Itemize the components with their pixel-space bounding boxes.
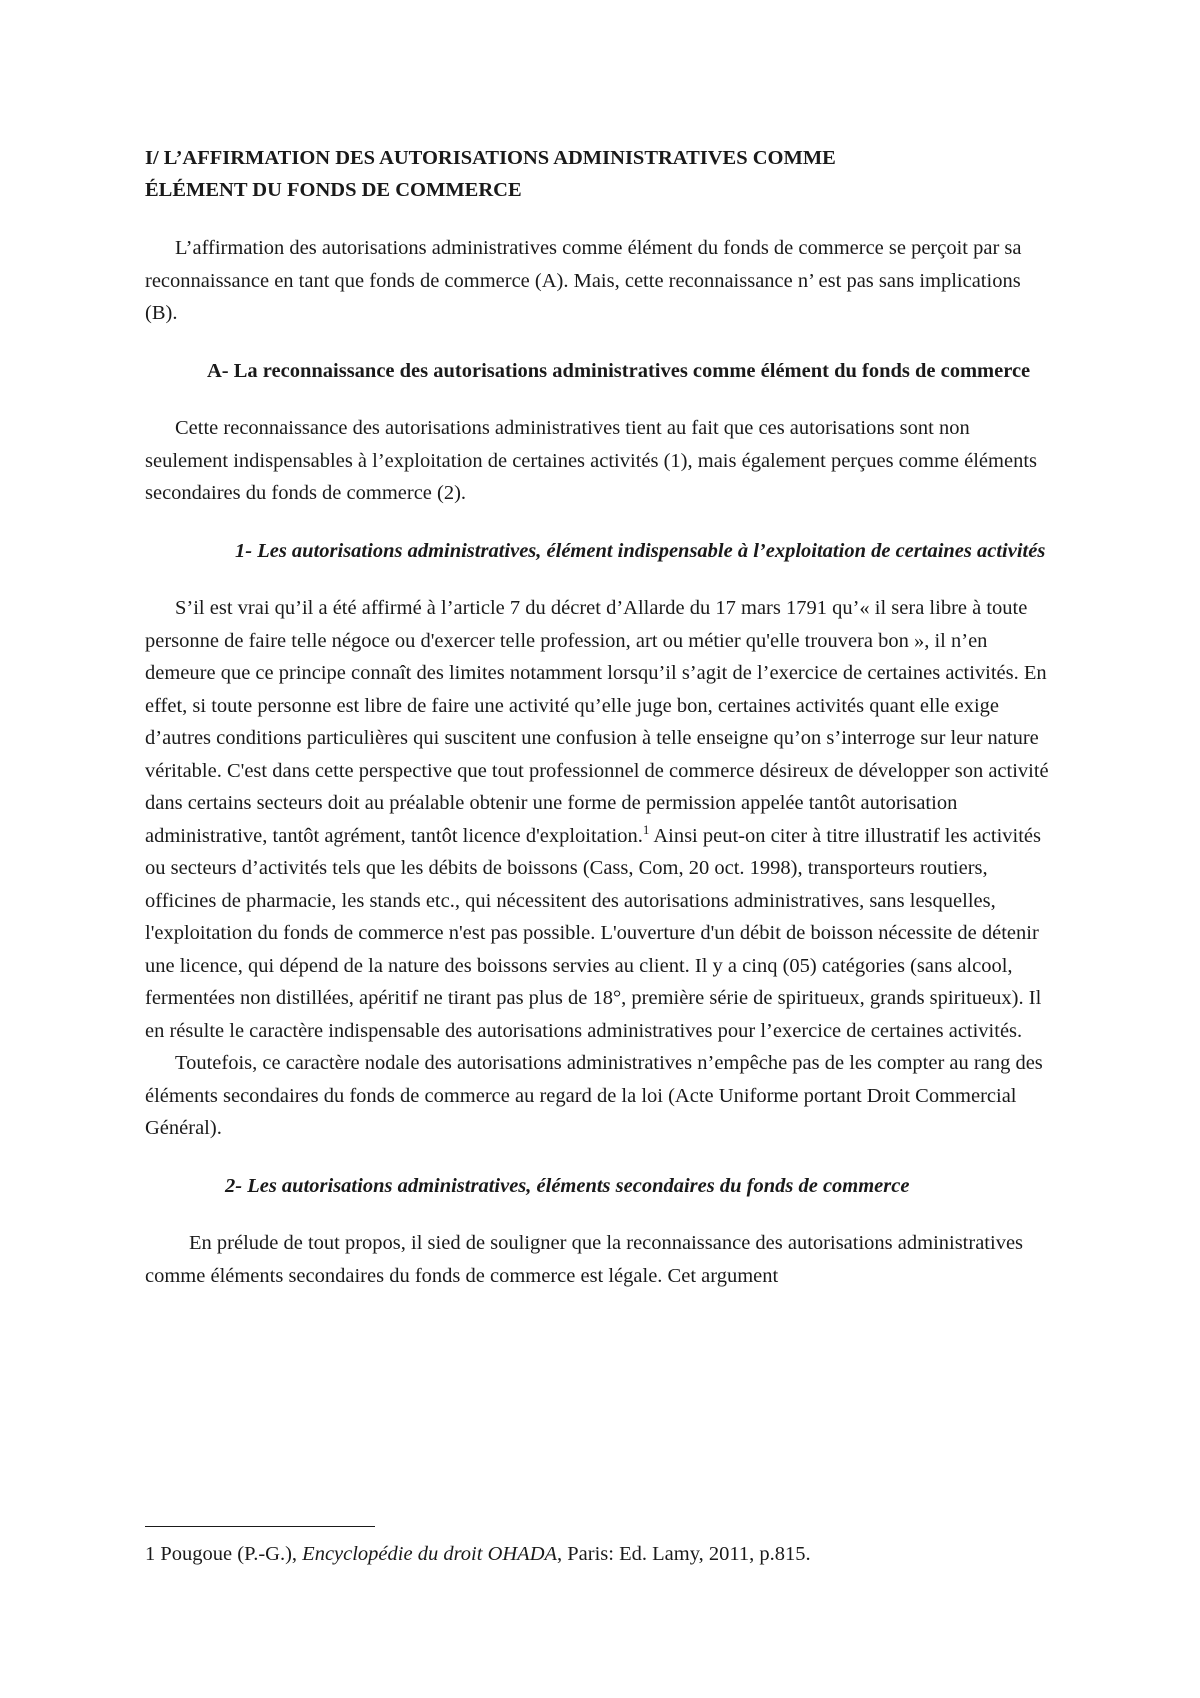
footnote-reference[interactable]: 1	[642, 821, 650, 837]
section-a-heading: A- La reconnaissance des autorisations administratives comme élément du fonds de commerce	[207, 359, 1031, 382]
footnote-author: 1 Pougoue (P.-G.),	[145, 1543, 303, 1565]
subsection-1-paragraph-1	[145, 592, 1055, 1047]
intro-paragraph: L’affirmation des autorisations administratives comme élément du fonds de commerce se perçoit par sa reconnaissance en tant que fonds de commerce (A). Mais, cette reconnaissance n’ est pas sans implications (B).	[145, 237, 1022, 324]
footnote-separator	[145, 1526, 375, 1527]
footnote	[145, 1540, 1055, 1568]
subsection-2-heading: 2- Les autorisations administratives, éléments secondaires du fonds de commerce	[225, 1174, 910, 1197]
footnote-work-title: Encyclopédie du droit OHADA	[302, 1543, 558, 1565]
subsection-1-paragraph-1-text-b: Ainsi peut-on citer à titre illustratif les activités ou secteurs d’activités tels que les débits de boissons (Cass, Com, 20 oct. 1998), transporteurs routiers, officines de pharmacie, les stands etc., qui nécessitent des autorisations administratives, sans lesquelles, l'exploitation du fonds de commerce n'est pas possible. L'ouverture d'un débit de boisson nécessite de détenir une licence, qui dépend de la nature des boissons servies au client. Il y a cinq (05) catégories (sans alcool, fermentées non distillées, apéritif ne tirant pas plus de 18°, première série de spiritueux, grands spiritueux). Il en résulte le caractère indispensable des autorisations administratives pour l’exercice de certaines activités.	[145, 824, 1042, 1042]
part-title	[145, 142, 1055, 206]
part-title-line-1: I/ L’AFFIRMATION DES AUTORISATIONS ADMINISTRATIVES COMME	[145, 147, 836, 169]
subsection-1-heading: 1- Les autorisations administratives, élément indispensable à l’exploitation de certaines activités	[235, 539, 1046, 562]
footnote-publication: , Paris: Ed. Lamy, 2011, p.815.	[557, 1543, 811, 1565]
subsection-1-paragraph-1-text-a: S’il est vrai qu’il a été affirmé à l’article 7 du décret d’Allarde du 17 mars 1791 qu’« il sera libre à toute personne de faire telle négoce ou d'exercer telle profession, art ou métier qu'elle trouvera bon », il n’en demeure que ce principe connaît des limites notamment lorsqu’il s’agit de l’exercice de certaines activités. En effet, si toute personne est libre de faire une activité qu’elle juge bon, certaines activités quant elle exige d’autres conditions particulières qui suscitent une confusion à telle enseigne qu’on s’interroge sur leur nature véritable. C'est dans cette perspective que tout professionnel de commerce désireux de développer son activité dans certains secteurs doit au préalable obtenir une forme de permission appelée tantôt autorisation administrative, tantôt agrément, tantôt licence d'exploitation.	[145, 597, 1049, 847]
part-title-line-2: ÉLÉMENT DU FONDS DE COMMERCE	[145, 179, 522, 201]
document-body	[145, 142, 1055, 1292]
section-a-intro-paragraph: Cette reconnaissance des autorisations administratives tient au fait que ces autorisations sont non seulement indispensables à l’exploitation de certaines activités (1), mais également perçues comme éléments secondaires du fonds de commerce (2).	[145, 417, 1038, 504]
subsection-2-paragraph-1: En prélude de tout propos, il sied de souligner que la reconnaissance des autorisations administratives comme éléments secondaires du fonds de commerce est légale. Cet argument	[145, 1232, 1024, 1287]
subsection-1-paragraph-2: Toutefois, ce caractère nodale des autorisations administratives n’empêche pas de les compter au rang des éléments secondaires du fonds de commerce au regard de la loi (Acte Uniforme portant Droit Commercial Général).	[145, 1052, 1043, 1139]
